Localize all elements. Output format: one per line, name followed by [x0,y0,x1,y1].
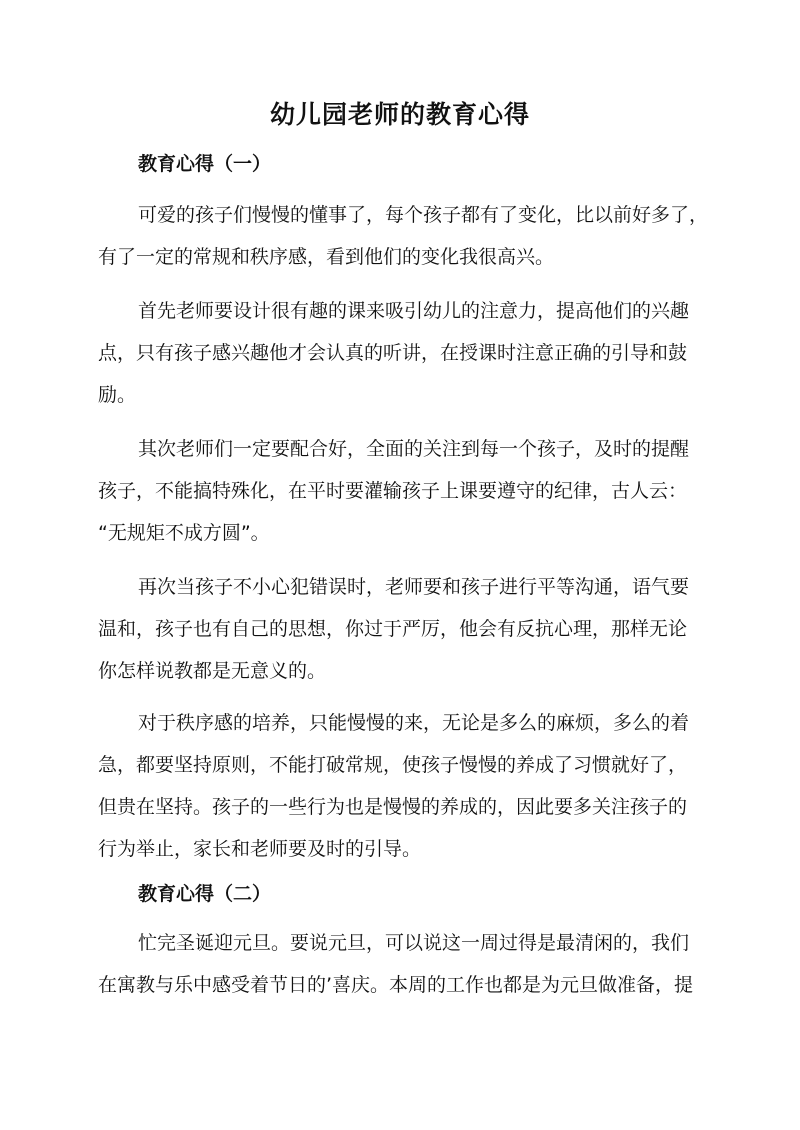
paragraph-line: 可爱的孩子们慢慢的懂事了，每个孩子都有了变化，比以前好多了， [138,204,709,226]
paragraph-line: 行为举止，家长和老师要及时的引导。 [98,838,422,860]
paragraph-line: 对于秩序感的培养，只能慢慢的来，无论是多么的麻烦，多么的着 [138,712,690,734]
paragraph-line: 有了一定的常规和秩序感，看到他们的变化我很高兴。 [98,246,555,268]
section-heading-2: 教育心得（二） [138,883,272,905]
paragraph-line: 急，都要坚持原则，不能打破常规，使孩子慢慢的养成了习惯就好了， [98,754,688,776]
paragraph-line: 温和，孩子也有自己的思想，你过于严厉，他会有反抗心理，那样无论 [98,618,688,640]
paragraph-2 [98,290,703,416]
paragraph-line: 你怎样说教都是无意义的。 [98,660,327,682]
paragraph-line: 在寓教与乐中感受着节日的’喜庆。本周的工作也都是为元旦做准备，提 [98,974,694,996]
paragraph-line: 励。 [98,384,137,406]
section-heading-1: 教育心得（一） [138,153,272,175]
paragraph-line: “无规矩不成方圆”。 [98,522,270,544]
paragraph-line: 再次当孩子不小心犯错误时，老师要和孩子进行平等沟通，语气要 [138,576,690,598]
paragraph-line: 孩子，不能搞特殊化，在平时要灌输孩子上课要遵守的纪律，古人云： [98,480,688,502]
paragraph-3 [98,428,703,554]
paragraph-line: 但贵在坚持。孩子的一些行为也是慢慢的养成的，因此要多关注孩子的 [98,796,688,818]
paragraph-1 [98,194,709,278]
paragraph-line: 忙完圣诞迎元旦。要说元旦，可以说这一周过得是最清闲的，我们 [138,932,690,954]
document-title: 幼儿园老师的教育心得 [269,100,530,129]
paragraph-5 [98,702,703,870]
paragraph-4 [98,566,703,692]
paragraph-line: 首先老师要设计很有趣的课来吸引幼儿的注意力，提高他们的兴趣 [138,300,690,322]
paragraph-line: 点，只有孩子感兴趣他才会认真的听讲，在授课时注意正确的引导和鼓 [98,342,688,364]
paragraph-line: 其次老师们一定要配合好，全面的关注到每一个孩子，及时的提醒 [138,438,690,460]
paragraph-6 [98,922,703,1006]
